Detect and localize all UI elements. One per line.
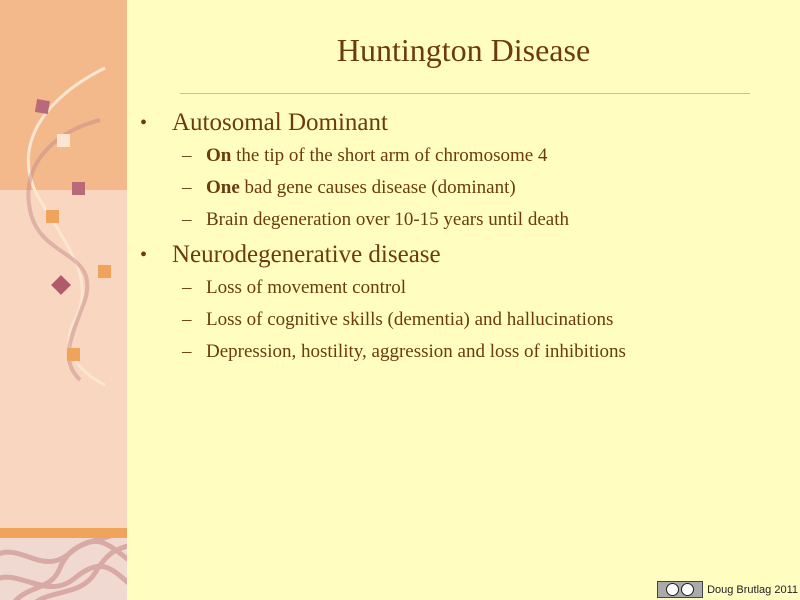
- diamond-marker-icon: [51, 275, 71, 295]
- sub-item-text: bad gene causes disease (dominant): [239, 177, 516, 198]
- square-marker-icon: [57, 134, 70, 147]
- square-marker-icon: [67, 348, 80, 361]
- sub-item: [140, 176, 780, 200]
- sub-item: [140, 276, 780, 300]
- square-marker-icon: [98, 265, 111, 278]
- dash-icon: –: [182, 177, 192, 198]
- dash-icon: –: [182, 309, 192, 330]
- square-marker-icon: [46, 210, 59, 223]
- sub-item-text: Brain degeneration over 10-15 years until death: [206, 209, 569, 230]
- decorative-side-band: [0, 0, 127, 600]
- sub-item: [140, 308, 780, 332]
- sub-item-text: Depression, hostility, aggression and loss of inhibitions: [206, 341, 626, 362]
- square-marker-icon: [35, 99, 50, 114]
- slide-content: [140, 108, 780, 372]
- bullet-text: Autosomal Dominant: [172, 109, 388, 136]
- bullet-autosomal-dominant: [140, 108, 780, 138]
- dash-icon: –: [182, 145, 192, 166]
- dash-icon: –: [182, 341, 192, 362]
- sub-item-text: Loss of cognitive skills (dementia) and hallucinations: [206, 309, 614, 330]
- square-marker-icon: [72, 182, 85, 195]
- bullet-neurodegenerative-disease: [140, 240, 780, 270]
- sub-item-text: Loss of movement control: [206, 277, 406, 298]
- creative-commons-by-icon: [657, 581, 703, 598]
- title-divider: [180, 93, 750, 94]
- cc-circle-icon: [666, 583, 679, 596]
- slide-title: Huntington Disease: [336, 32, 591, 68]
- dna-ribbon-icon: [0, 0, 127, 400]
- band-stripe: [0, 528, 127, 538]
- sub-item: [140, 340, 780, 364]
- footer-author: Doug Brutlag 2011: [707, 583, 798, 596]
- sub-list: [140, 144, 780, 232]
- swirl-pattern-icon: [0, 538, 127, 600]
- dash-icon: –: [182, 209, 192, 230]
- band-bottom-pattern: [0, 538, 127, 600]
- attribution-circle-icon: [681, 583, 694, 596]
- sub-item-lead: On: [206, 145, 232, 166]
- bullet-icon: •: [140, 244, 148, 266]
- sub-list: [140, 276, 780, 364]
- sub-item-text: the tip of the short arm of chromosome 4: [231, 145, 548, 166]
- dash-icon: –: [182, 277, 192, 298]
- bullet-icon: •: [140, 112, 148, 134]
- sub-item-lead: One: [206, 177, 240, 198]
- bullet-text: Neurodegenerative disease: [172, 241, 441, 268]
- sub-item: [140, 208, 780, 232]
- slide-footer: [657, 581, 798, 598]
- sub-item: [140, 144, 780, 168]
